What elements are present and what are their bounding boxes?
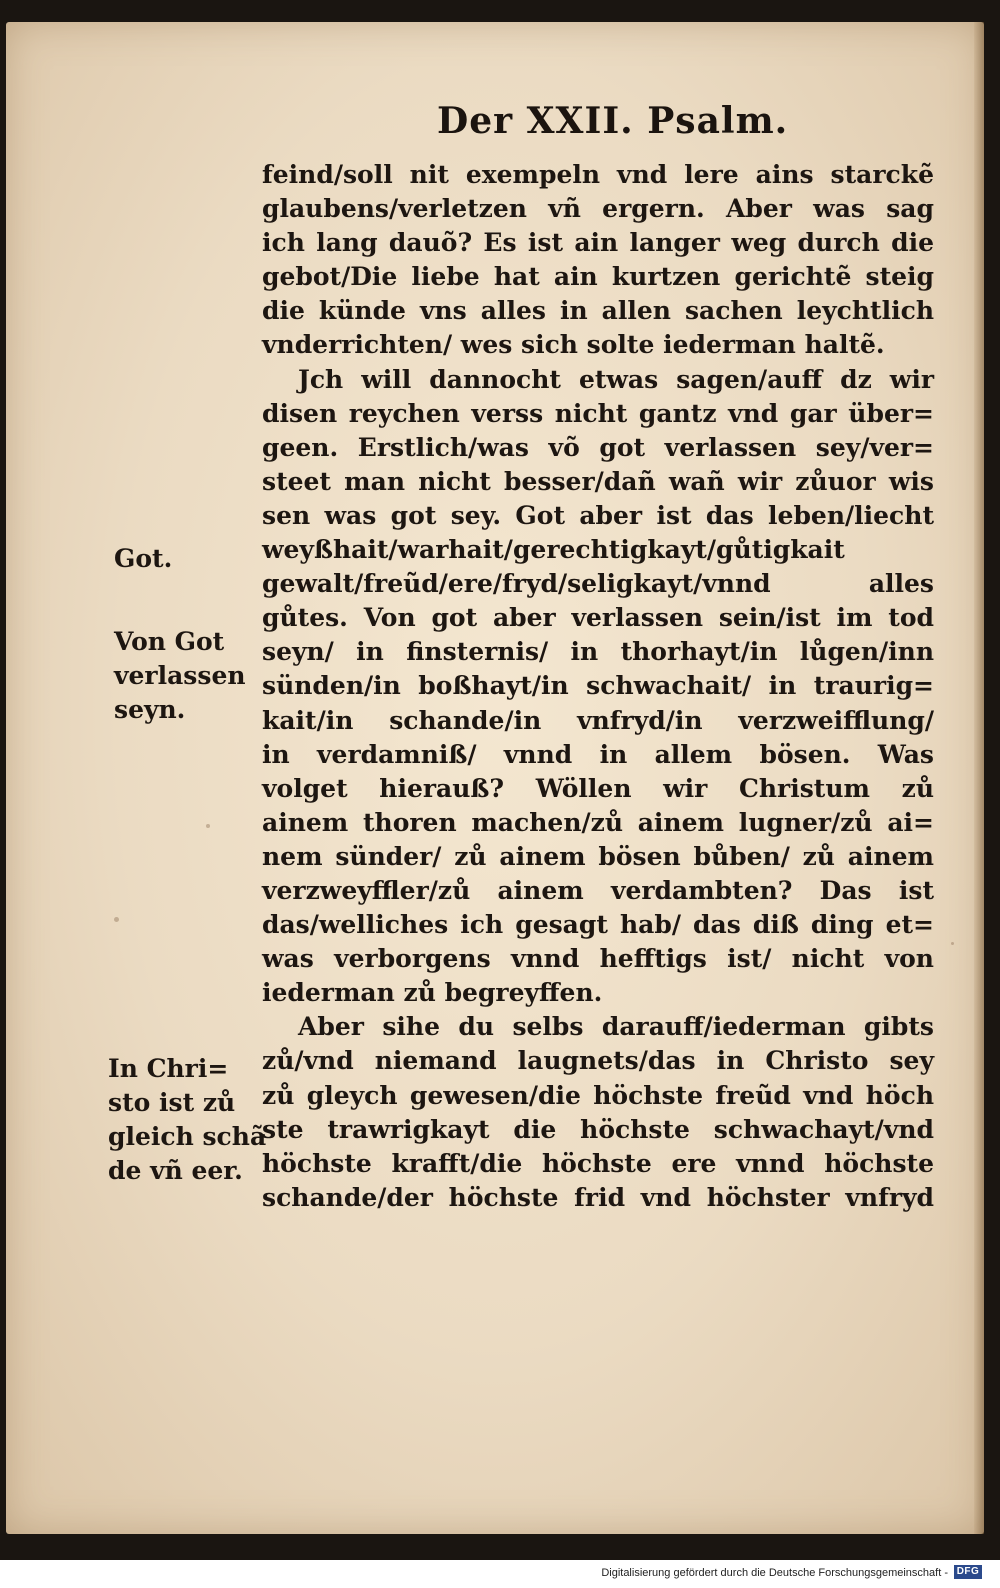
marginal-note-line: de vñ eer. <box>108 1156 243 1185</box>
marginal-note-line: verlassen <box>114 661 246 690</box>
marginal-note-in-christo <box>108 1052 266 1188</box>
text-line: steet man nicht besser/dañ wañ wir zůuor wis <box>262 466 934 496</box>
text-line: verzweyffler/zů ainem verdambten? Das ist <box>262 875 934 905</box>
text-line: feind/soll nit exempeln vnd lere ains starckẽ <box>262 160 934 189</box>
text-line: disen reychen verss nicht gantz vnd gar über= <box>262 398 934 428</box>
text-line: die künde vns alles in allen sachen leychtlich <box>262 296 934 326</box>
page-edge-shadow <box>974 22 984 1534</box>
text-line: geen. Erstlich/was võ got verlassen sey/ver= <box>262 432 934 462</box>
text-line: kait/in schande/in vnfryd/in verzweifflung/ <box>262 705 934 735</box>
text-line: in verdamniß/ vnnd in allem bösen. Was <box>262 739 934 769</box>
text-line: gewalt/freũd/ere/fryd/seligkayt/vnnd alles <box>262 569 934 599</box>
text-line: volget hierauß? Wöllen wir Christum zů <box>262 773 934 803</box>
footer-bar <box>0 1560 1000 1588</box>
marginal-note-line: gleich schã <box>108 1122 267 1151</box>
text-line: das/welliches ich gesagt hab/ das diß ding et= <box>262 910 934 940</box>
text-line: vnderrichten/ wes sich solte iederman haltẽ. <box>262 330 885 360</box>
marginal-note-line: Got. <box>114 544 173 573</box>
footer-credit: Digitalisierung gefördert durch die Deutsche Forschungsgemeinschaft - <box>601 1567 948 1579</box>
marginal-note-got <box>114 542 172 576</box>
text-line: zů/vnd niemand laugnets/das in Christo sey <box>262 1046 934 1076</box>
foxing-spot <box>206 824 210 828</box>
text-line: sünden/in boßhayt/in schwachait/ in traurig= <box>262 671 934 701</box>
text-line: gebot/Die liebe hat ain kurtzen gerichtẽ steig <box>262 262 934 292</box>
text-line: zů gleych gewesen/die höchste freũd vnd höch <box>262 1080 934 1110</box>
text-line: sen was got sey. Got aber ist das leben/liecht <box>262 500 934 530</box>
text-line: Jch will dannocht etwas sagen/auff dz wir <box>298 364 934 394</box>
text-line: iederman zů begreyffen. <box>262 978 603 1008</box>
text-line: was verborgens vnnd hefftigs ist/ nicht von <box>262 944 934 974</box>
text-line: ainem thoren machen/zů ainem lugner/zů ai= <box>262 807 934 837</box>
marginal-note-line: seyn. <box>114 695 186 724</box>
foxing-spot <box>951 942 954 945</box>
running-head: Der XXII. Psalm. <box>437 100 789 142</box>
marginal-note-line: In Chri= <box>108 1054 229 1083</box>
main-text-block <box>262 158 934 1215</box>
text-line: seyn/ in finsternis/ in thorhayt/in lůgen/inn <box>262 637 934 667</box>
marginal-note-line: Von Got <box>114 627 225 656</box>
marginal-note-von-got-verlassen <box>114 625 246 727</box>
dfg-logo: DFG <box>954 1565 982 1579</box>
text-line: schande/der höchste frid vnd höchster vnfryd <box>262 1182 934 1212</box>
text-line: gůtes. Von got aber verlassen sein/ist im tod <box>262 603 934 633</box>
text-line: weyßhait/warhait/gerechtigkayt/gůtigkait <box>262 535 845 565</box>
text-line: nem sünder/ zů ainem bösen bůben/ zů ainem <box>262 841 934 871</box>
text-line: Aber sihe du selbs darauff/iederman gibts <box>298 1012 934 1042</box>
text-line: ste trawrigkayt die höchste schwachayt/vnd <box>262 1114 934 1144</box>
marginal-note-line: sto ist zů <box>108 1088 236 1117</box>
text-line: ich lang dauõ? Es ist ain langer weg durch die <box>262 228 934 258</box>
foxing-spot <box>114 917 119 922</box>
text-line: höchste krafft/die höchste ere vnnd höchste <box>262 1148 934 1178</box>
text-line: glaubens/verletzen vñ ergern. Aber was sag <box>262 194 934 224</box>
